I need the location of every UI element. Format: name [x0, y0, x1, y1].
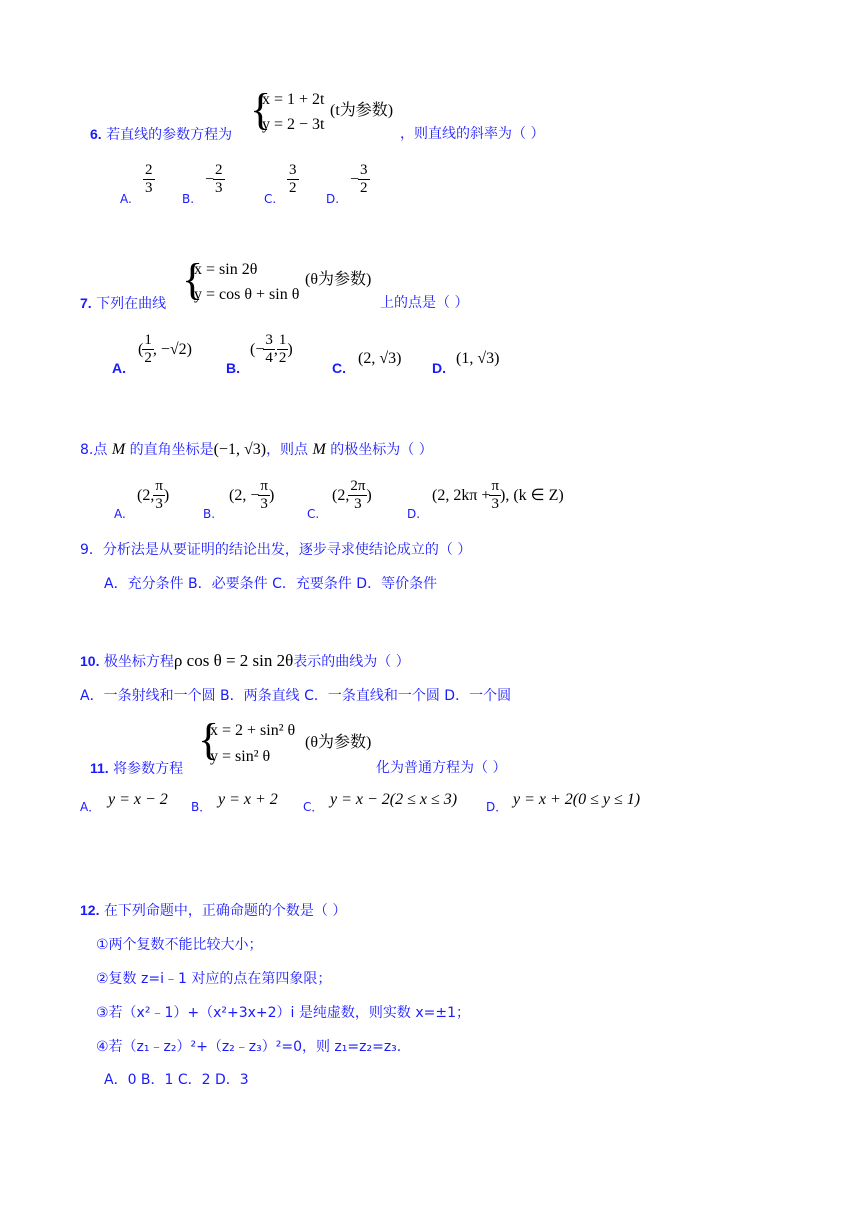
q8-option-c-label: C. — [307, 507, 320, 521]
q6-eq-line2: y = 2 − 3t — [262, 116, 325, 133]
q6-number: 6. — [90, 126, 102, 142]
q7-brace: { — [182, 255, 204, 304]
q8-option-b-label: B. — [203, 507, 216, 521]
q8-point-m-2: M — [312, 441, 326, 458]
q9-stem: 9．分析法是从要证明的结论出发，逐步寻求使结论成立的（ ） — [80, 542, 472, 558]
q8-option-d-label: D. — [407, 507, 421, 521]
q8-option-d-value: (2, 2kπ + $\frac{\pi}{3}$ ), (k ∈ Z) — [432, 478, 564, 513]
q11-eq-line1: x = 2 + sin² θ — [210, 722, 296, 739]
q11-eq-line2: y = sin² θ — [210, 748, 271, 765]
q8-option-a-label: A. — [114, 507, 126, 521]
q6-option-b-value: − $\frac{2}{3}$ — [205, 162, 223, 197]
q12-item-3: ③若（x²﹣1）+（x²+3x+2）i 是纯虚数，则实数 x=±1； — [96, 1005, 470, 1021]
q7-option-b-value: (− $\frac{3}{4}$ , $\frac{1}{2}$ ) — [250, 332, 293, 367]
q8-option-b-value: (2, − $\frac{\pi}{3}$ ) — [229, 478, 275, 513]
q12-stem — [80, 903, 346, 918]
q11-number: 11. — [90, 760, 109, 776]
q11-option-c-value: y = x − 2(2 ≤ x ≤ 3) — [330, 791, 458, 808]
q6-option-a-value: $\frac{2}{3}$ — [145, 162, 153, 197]
q7-eq-line2: y = cos θ + sin θ — [194, 286, 300, 303]
q7-stem-a: 下列在曲线 — [96, 296, 167, 312]
q6-option-d-value: − $\frac{3}{2}$ — [350, 162, 368, 197]
q12-stem-text: 在下列命题中，正确命题的个数是（ ） — [103, 903, 347, 919]
q7-number: 7. — [80, 295, 92, 311]
q6-option-d-label: D. — [326, 192, 340, 206]
q6-eq-line1: x = 1 + 2t — [262, 91, 325, 108]
q6-stem — [90, 127, 232, 142]
q11-option-d-label: D． — [486, 800, 508, 814]
q11-option-b-value: y = x + 2 — [218, 791, 278, 808]
q6-param-note: (t为参数) — [330, 102, 394, 119]
q8-stem-a: 8.点 — [80, 442, 108, 458]
q7-option-b-label: B. — [226, 360, 240, 376]
q11-option-d-value: y = x + 2(0 ≤ y ≤ 1) — [513, 791, 641, 808]
q10-stem — [80, 652, 410, 669]
q11-option-c-label: C． — [303, 800, 324, 814]
q10-number: 10. — [80, 653, 100, 669]
q11-param-note: (θ为参数) — [305, 734, 372, 751]
q6-stem-a: 若直线的参数方程为 — [106, 127, 233, 143]
q8-stem-d: 的极坐标为（ ） — [330, 442, 433, 458]
q8-stem-b: 的直角坐标是 — [129, 442, 214, 458]
q7-option-a-label: A. — [112, 360, 126, 376]
q10-options: A．一条射线和一个圆 B．两条直线 C．一条直线和一个圆 D．一个圆 — [80, 688, 512, 704]
q7-option-c-label: C. — [332, 360, 346, 376]
q11-stem-a: 将参数方程 — [113, 761, 184, 777]
q7-option-c-value: (2, √3) — [358, 350, 402, 367]
q6-option-b-label: B. — [182, 192, 195, 206]
q8-stem — [80, 442, 433, 458]
q8-coordinate: (−1, √3) — [213, 441, 267, 458]
q7-eq-line1: x = sin 2θ — [194, 261, 258, 278]
q8-option-c-value: (2, $\frac{2\pi}{3}$ ) — [332, 478, 372, 513]
q10-stem-b: 表示的曲线为（ ） — [293, 654, 410, 670]
q9-options: A．充分条件 B．必要条件 C．充要条件 D．等价条件 — [104, 576, 438, 592]
q12-options: A．0 B．1 C．2 D．3 — [104, 1072, 249, 1088]
q6-stem-b: ，则直线的斜率为（ ） — [400, 126, 545, 142]
q12-item-4: ④若（z₁﹣z₂）²+（z₂﹣z₃）²=0，则 z₁=z₂=z₃. — [96, 1039, 402, 1055]
q8-point-m: M — [111, 441, 126, 458]
q6-option-c-value: $\frac{3}{2}$ — [289, 162, 297, 197]
q12-item-1: ①两个复数不能比较大小； — [96, 937, 263, 953]
q8-stem-c: ，则点 — [266, 442, 309, 458]
q11-option-b-label: B． — [191, 800, 212, 814]
q10-stem-a: 极坐标方程 — [103, 654, 174, 670]
q6-option-a-label: A. — [120, 192, 132, 206]
q6-option-c-label: C. — [264, 192, 277, 206]
q11-stem-b: 化为普通方程为（ ） — [376, 760, 507, 776]
q11-brace: { — [198, 715, 220, 764]
q11-option-a-value: y = x − 2 — [108, 791, 168, 808]
q8-option-a-value: (2, $\frac{\pi}{3}$ ) — [137, 478, 170, 513]
q7-option-d-value: (1, √3) — [456, 350, 500, 367]
q7-option-d-label: D. — [432, 360, 446, 376]
q12-number: 12. — [80, 902, 100, 918]
q6-brace: { — [250, 85, 272, 134]
q7-option-a-value: ( $\frac{1}{2}$ , −√2) — [138, 332, 192, 367]
q10-equation: ρ cos θ = 2 sin 2θ — [173, 651, 294, 670]
q12-item-2: ②复数 z=i﹣1 对应的点在第四象限； — [96, 971, 332, 987]
q7-stem-b: 上的点是（ ） — [380, 295, 469, 311]
q7-param-note: (θ为参数) — [305, 271, 372, 288]
q11-stem — [90, 761, 183, 776]
q11-option-a-label: A． — [80, 800, 101, 814]
q7-stem — [80, 296, 166, 311]
